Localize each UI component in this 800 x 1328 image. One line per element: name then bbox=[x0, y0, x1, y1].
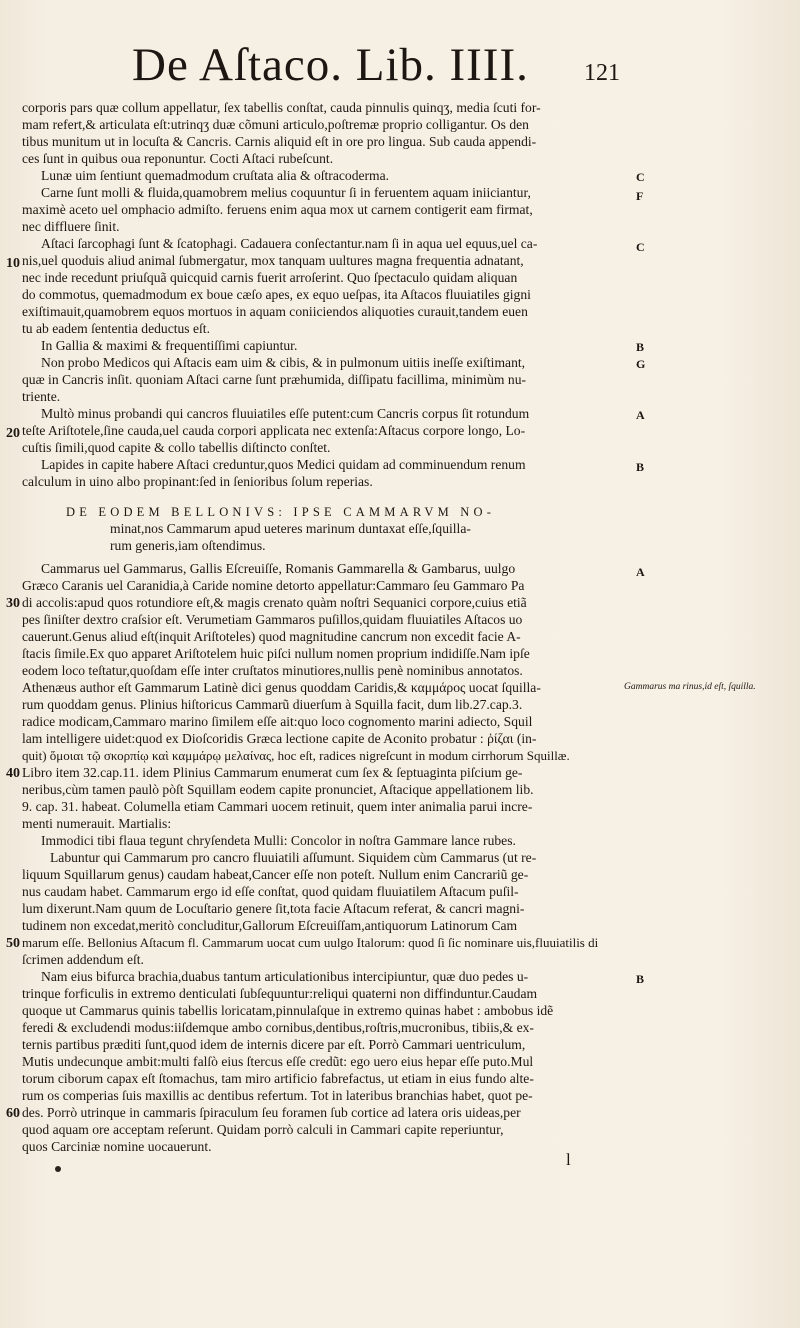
text-line: trinque forficulis in extremo denticulati ſubſequuntur:reliqui quaterni non diffinduntur.Caudam bbox=[22, 986, 538, 1001]
text-line: Immodici tibi flaua tegunt chryſendeta Mulli: Concolor in noſtra Gammare lance rubes. bbox=[41, 833, 516, 848]
text-line: Mutis undecunque ambit:multi falſò eius ſtercus eſſe credũt: ego uero eius hepar eſſe puto.Mul bbox=[22, 1054, 534, 1069]
text-line: quos Carciniæ nomine uocauerunt. bbox=[22, 1139, 212, 1154]
text-line: quoque ut Cammarus quinis tabellis loricatam,pinnulaſque in extremo quinas habet : ambobus idẽ bbox=[22, 1003, 554, 1018]
line-number: 20 bbox=[6, 426, 20, 441]
section-heading: rum generis,iam oſtendimus. bbox=[110, 538, 266, 553]
text-line: Nam eius bifurca brachia,duabus tantum articulationibus intercipiuntur, quæ duo pedes u- bbox=[41, 969, 529, 984]
text-line: mam refert,& articulata eſt:utrinqʒ duæ cõmuni articulo,poſtremæ proprio colligantur. Os den bbox=[22, 117, 529, 132]
page-title: De Aſtaco. Lib. IIII. bbox=[132, 39, 529, 91]
line-number: 60 bbox=[6, 1106, 20, 1121]
margin-letter: C bbox=[636, 240, 645, 254]
text-line: rum os comperias ſuis maxillis ac dentibus refertum. Tot in lateribus branchias habet, quot pe- bbox=[22, 1088, 533, 1103]
line-number: 30 bbox=[6, 596, 20, 611]
text-line: cuſtis ſimili,quod capite & collo tabellis diſtincto conſtet. bbox=[22, 440, 331, 455]
section-heading: DE EODEM BELLONIVS: IPSE CAMMARVM NO- bbox=[66, 505, 496, 519]
text-line: nus caudam habet. Cammarum ergo id eſſe conſtat, quod quidam fluuiatilem Aſtacum puſil- bbox=[22, 884, 519, 899]
margin-note: Gammarus ma rinus,id eſt, ſquilla. bbox=[624, 682, 756, 692]
text-line: Cammarus uel Gammarus, Gallis Eſcreuiſſe, Romanis Gammarella & Gambarus, uulgo bbox=[41, 561, 516, 576]
text-line: Labuntur qui Cammarum pro cancro fluuiatili aſſumunt. Siquidem cùm Cammarus (ut re- bbox=[50, 850, 537, 865]
margin-letter: G bbox=[636, 357, 646, 371]
text-line: maximè aceto uel omphacio admiſto. feruens enim aqua mox ut carnem contigerit eam firmat, bbox=[22, 202, 533, 217]
text-line: tibus munitum ut in locuſta & Cancris. Carnis aliquid eſt in ore pro lingua. Sub cauda appendi- bbox=[22, 134, 537, 149]
text-line: ces ſunt in quibus oua reponuntur. Cocti Aſtaci rubeſcunt. bbox=[22, 151, 334, 166]
text-line: nec inde recedunt priuſquã quicquid carnis fuerit arroſerint. Quo ſpectaculo quidam aliquan bbox=[22, 270, 518, 285]
ink-dot bbox=[55, 1166, 61, 1172]
text-line: Græco Caranis uel Caranidia,à Caride nomine detorto appellatur:Cammaro ſeu Gammaro Pa bbox=[22, 578, 525, 593]
signature-mark: l bbox=[566, 1150, 571, 1169]
margin-letter: A bbox=[636, 565, 645, 579]
page-number: 121 bbox=[584, 60, 620, 86]
text-line: rum quoddam genus. Plinius hiſtoricus Cammarũ diuerſum à Squilla facit, dum lib.27.cap.3. bbox=[22, 697, 523, 712]
text-line: marum eſſe. Bellonius Aſtacum fl. Cammarum uocat cum uulgo Italorum: quod ſi ſic nominare uis,fluuiatilis di bbox=[22, 935, 599, 950]
text-line: quit) ὅμοιαι τῷ σκορπίῳ καὶ καμμάρῳ μελαίνας, hoc eſt, radices nigreſcunt in modum cirrhorum Squillæ. bbox=[22, 748, 570, 763]
text-line: lum dixerunt.Nam quum de Locuſtario genere ſit,tota facie Aſtacum referat, & cancri magni- bbox=[22, 901, 525, 916]
text-line: Carne ſunt molli & fluida,quamobrem melius coquuntur ſi in feruentem aquam iniiciantur, bbox=[41, 185, 531, 200]
margin-letter: C bbox=[636, 170, 645, 184]
text-line: teſte Ariſtotele,ſine cauda,uel cauda corpori applicata nec extenſa:Aſtacus corpore longo, Lo- bbox=[22, 423, 526, 438]
text-line: ſcrimen addendum eſt. bbox=[22, 952, 144, 967]
margin-letter: A bbox=[636, 408, 645, 422]
text-line: Athenæus author eſt Gammarum Latinè dici genus quoddam Caridis,& καμμάρος uocat ſquilla- bbox=[22, 680, 541, 695]
text-line: Aſtaci ſarcophagi ſunt & ſcatophagi. Cadauera conſectantur.nam ſi in aqua uel equus,uel ca- bbox=[41, 236, 538, 251]
text-line: nis,uel quoduis aliud animal ſubmergatur, mox tanquam uultures magna frequentia adnatant, bbox=[22, 253, 524, 268]
text-line: radice modicam,Cammaro marino ſimilem eſſe ait:quo loco cognomento marini adiecto, Squil bbox=[22, 714, 533, 729]
text-line: cauerunt.Genus aliud eſt(inquit Ariſtoteles) quod magnitudine cancrum non excedit facie A- bbox=[22, 629, 521, 644]
text-line: corporis pars quæ collum appellatur, ſex tabellis conſtat, cauda pinnulis quinqʒ, media ſcuti for- bbox=[22, 100, 541, 115]
text-line: quæ in Cancris inſit. quoniam Aſtaci carne ſunt præhumida, diſſipatu facillima, minimùm nu- bbox=[22, 372, 527, 387]
text-line: 9. cap. 31. habeat. Columella etiam Cammari uocem retinuit, quem inter animalia parui incre- bbox=[22, 799, 533, 814]
text-line: Lapides in capite habere Aſtaci creduntur,quos Medici quidam ad comminuendum renum bbox=[41, 457, 526, 472]
text-line: menti numerauit. Martialis: bbox=[22, 816, 172, 831]
text-line: do commotus, quemadmodum ex boue cæſo apes, ex equo ueſpas, ita Aſtacos fluuiatiles gigni bbox=[22, 287, 531, 302]
text-line: lam intelligere uidet:quod ex Dioſcoridis Græca lectione capite de Aconito probatur : ῥίζαι (in- bbox=[22, 731, 537, 746]
margin-letter: B bbox=[636, 460, 645, 474]
text-line: neribus,cùm tamen paulò pòſt Squillam eodem capite pronunciet, Aſtacique appellationem lib. bbox=[22, 782, 534, 797]
text-line: pes ſiniſter dextro craſsior eſt. Verumetiam Gammaros puſillos,quidam fluuiatiles Aſtacos uo bbox=[22, 612, 523, 627]
line-number: 10 bbox=[6, 256, 20, 271]
text-line: tudinem non excedat,meritò concluditur,Gallorum Eſcreuiſſam,antiquorum Latinorum Cam bbox=[22, 918, 518, 933]
text-line: Lunæ uim ſentiunt quemadmodum cruſtata alia & oſtracoderma. bbox=[41, 168, 390, 183]
line-number: 40 bbox=[6, 766, 20, 781]
text-line: quod aquam ore acceptam reſerunt. Quidam porrò calculi in Cammari capite reperiuntur, bbox=[22, 1122, 504, 1137]
text-line: liquum Squillarum genus) caudam habeat,Cancer eſſe non poteſt. Nullum enim Cancrariũ ge- bbox=[22, 867, 529, 882]
text-line: ſtacis ſimile.Ex quo apparet Ariſtotelem huic piſci nullum nomen proprium indidiſſe.Nam ipſe bbox=[22, 646, 530, 661]
text-line: feredi & excludendi modus:iiſdemque ambo cornibus,dentibus,roſtris,mucronibus, tibiis,& ex- bbox=[22, 1020, 534, 1035]
margin-letter: F bbox=[636, 189, 644, 203]
text-line: Libro item 32.cap.11. idem Plinius Cammarum enumerat cum ſex & ſeptuaginta piſcium ge- bbox=[22, 765, 523, 780]
margin-letter: B bbox=[636, 340, 645, 354]
text-line: Non probo Medicos qui Aſtacis eam uim & cibis, & in pulmonum uitiis ineſſe exiſtimant, bbox=[41, 355, 526, 370]
text-line: nec diffluere ſinit. bbox=[22, 219, 120, 234]
text-line: torum ciborum capax eſt ſtomachus, tam miro artificio fabrefactus, ut etiam in eius fundo alte- bbox=[22, 1071, 534, 1086]
text-line: triente. bbox=[22, 389, 61, 404]
text-line: Multò minus probandi qui cancros fluuiatiles eſſe putent:cum Cancris corpus ſit rotundum bbox=[41, 406, 530, 421]
margin-letter: B bbox=[636, 972, 645, 986]
text-line: di accolis:apud quos rotundiore eſt,& magis crenato quàm noſtri Sequanici corpore,cuius etiã bbox=[22, 595, 527, 610]
text-line: ternis partibus præditi ſunt,quod idem de internis dicere par eſt. Porrò Cammari uentriculum, bbox=[22, 1037, 526, 1052]
line-number: 50 bbox=[6, 936, 20, 951]
text-line: exiſtimauit,quamobrem equos mortuos in aquam coniiciendos aliquoties curauit,tandem euen bbox=[22, 304, 528, 319]
section-heading: minat,nos Cammarum apud ueteres marinum duntaxat eſſe,ſquilla- bbox=[110, 521, 471, 536]
text-line: des. Porrò utrinque in cammaris ſpiraculum ſeu foramen ſub cortice ad latera oris uideas,per bbox=[22, 1105, 521, 1120]
text-line: In Gallia & maximi & frequentiſſimi capiuntur. bbox=[41, 338, 298, 353]
text-line: eodem loco teſtatur,quoſdam eſſe inter cruſtatos minutiores,nullis penè nominibus annotatos. bbox=[22, 663, 523, 678]
text-line: tu ab eadem ſententia deductus eſt. bbox=[22, 321, 210, 336]
text-line: calculum in uino albo propinant:ſed in ſenioribus ſolum reperias. bbox=[22, 474, 373, 489]
